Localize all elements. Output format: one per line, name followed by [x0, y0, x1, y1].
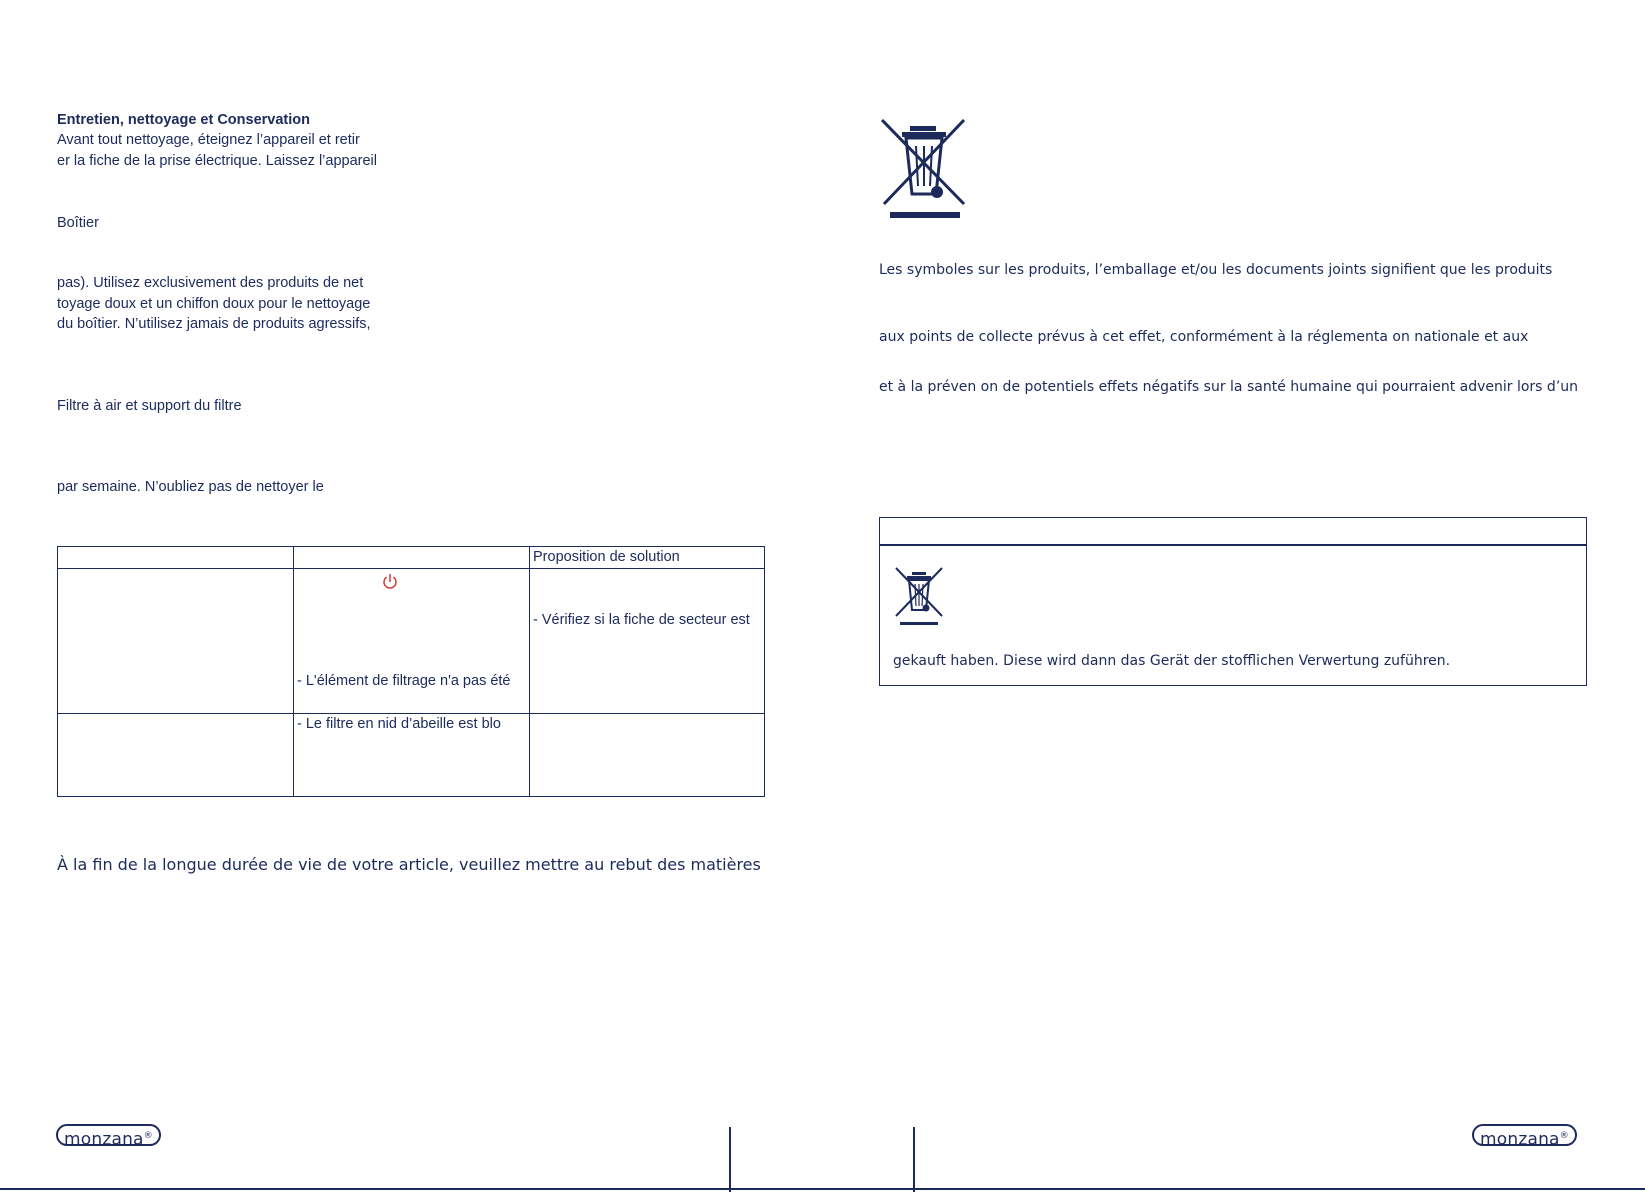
- table-row1-cause: - L'élément de filtrage n'a pas été: [297, 673, 511, 689]
- monzana-logo-left: monzana®: [56, 1124, 161, 1146]
- table-header-solution: Proposition de solution: [533, 549, 680, 565]
- filter-line: par semaine. N’oubliez pas de nettoyer le: [57, 479, 324, 495]
- troubleshooting-table: [57, 546, 765, 797]
- box-header-divider: [880, 544, 1586, 546]
- weee-bin-icon-large: [880, 118, 968, 225]
- table-header-divider: [58, 568, 764, 569]
- housing-heading: Boîtier: [57, 215, 99, 231]
- intro-line-1: Avant tout nettoyage, éteignez l’appareil et retir: [57, 132, 360, 148]
- power-icon: [382, 573, 398, 594]
- disposal-line: À la fin de la longue durée de vie de votre article, veuillez mettre au rebut des matières: [57, 855, 761, 874]
- weee-line-3: et à la préven on de potentiels effets négatifs sur la santé humaine qui pourraient advenir lors d’un: [879, 379, 1579, 395]
- german-box-line: gekauft haben. Diese wird dann das Gerät der stofflichen Verwertung zuführen.: [893, 653, 1451, 669]
- maintenance-title: Entretien, nettoyage et Conservation: [57, 112, 310, 128]
- fold-divider-right: [913, 1127, 915, 1192]
- weee-line-2: aux points de collecte prévus à cet effet, conformément à la réglementa on nationale et aux: [879, 329, 1529, 345]
- weee-bin-icon-small: [894, 566, 944, 633]
- table-row2-cause: - Le filtre en nid d’abeille est blo: [297, 716, 501, 732]
- table-col-divider-2: [529, 547, 530, 796]
- german-disposal-box: [879, 517, 1587, 686]
- housing-line-1: pas). Utilisez exclusivement des produits de net: [57, 275, 364, 291]
- table-col-divider-1: [293, 547, 294, 796]
- weee-line-1: Les symboles sur les produits, l’emballage et/ou les documents joints signifient que les produits: [879, 262, 1553, 278]
- page-bottom-line: [0, 1188, 1645, 1190]
- table-row-divider: [58, 713, 764, 714]
- filter-heading: Filtre à air et support du filtre: [57, 398, 242, 414]
- housing-line-3: du boîtier. N’utilisez jamais de produits agressifs,: [57, 316, 371, 332]
- table-row1-solution: - Vérifiez si la fiche de secteur est: [533, 612, 750, 628]
- fold-divider-left: [729, 1127, 731, 1192]
- housing-line-2: toyage doux et un chiffon doux pour le nettoyage: [57, 296, 371, 312]
- monzana-logo-right: monzana®: [1472, 1124, 1577, 1146]
- intro-line-2: er la fiche de la prise électrique. Laissez l’appareil: [57, 153, 377, 169]
